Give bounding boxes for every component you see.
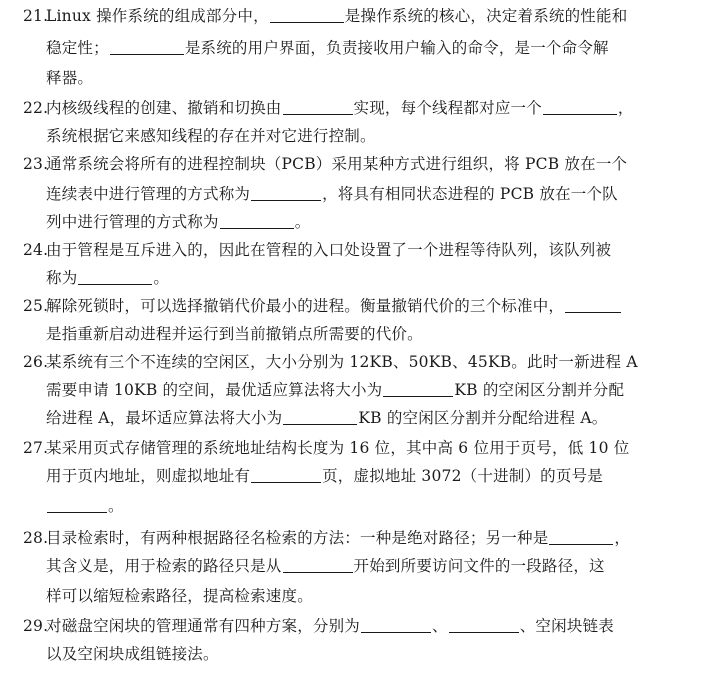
question-text: 某系统有三个不连续的空闲区，大小分别为 12KB、50KB、45KB。此时一新进程 A	[46, 353, 638, 371]
question-text: 页，虚拟地址 3072（十进制）的页号是	[322, 467, 603, 485]
question-text: ，	[617, 99, 634, 117]
question-text: 通常系统会将所有的进程控制块（PCB）采用某种方式进行组织，将 PCB 放在一个	[46, 155, 628, 173]
question-text: 样可以缩短检索路径，提高检索速度。	[46, 587, 313, 605]
question-text: 系统根据它来感知线程的存在并对它进行控制。	[46, 127, 376, 145]
question-text: 是系统的用户界面，负责接收用户输入的命令，是一个命令解	[184, 39, 609, 57]
question-text: Linux 操作系统的组成部分中，	[46, 7, 269, 25]
answer-blank[interactable]	[220, 213, 294, 229]
question-number: 22.	[23, 99, 49, 117]
answer-blank[interactable]	[47, 497, 107, 513]
answer-blank[interactable]	[251, 185, 321, 201]
question-text: KB 的空闲区分割并分配	[454, 381, 625, 399]
question-number: 29.	[23, 617, 49, 635]
question-text: 开始到所要访问文件的一段路径，这	[353, 557, 605, 575]
answer-blank[interactable]	[283, 557, 353, 573]
answer-blank[interactable]	[251, 467, 321, 483]
answer-blank[interactable]	[78, 269, 152, 285]
question-text: 。	[108, 497, 124, 515]
question-text: 实现，每个线程都对应一个	[353, 99, 542, 117]
question-text: 给进程 A，最坏适应算法将大小为	[46, 409, 283, 427]
question-number: 28.	[23, 529, 49, 547]
question-text: 某采用页式存储管理的系统地址结构长度为 16 位，其中高 6 位用于页号，低 10 位	[46, 439, 630, 457]
answer-blank[interactable]	[283, 409, 357, 425]
answer-blank[interactable]	[565, 297, 621, 313]
answer-blank[interactable]	[270, 7, 344, 23]
question-text: 目录检索时，有两种根据路径名检索的方法：一种是绝对路径；另一种是	[46, 529, 549, 547]
question-number: 24.	[23, 241, 49, 259]
question-text: 以及空闲块成组链接法。	[46, 645, 219, 663]
question-text: 对磁盘空闲块的管理通常有四种方案，分别为	[46, 617, 361, 635]
question-text: 连续表中进行管理的方式称为	[46, 185, 251, 203]
answer-blank[interactable]	[283, 99, 353, 115]
question-text: 。	[153, 269, 170, 287]
question-text: 稳定性；	[46, 39, 109, 57]
question-text: 、	[432, 617, 448, 635]
question-number: 21.	[23, 7, 49, 25]
question-text: 称为	[46, 269, 78, 287]
answer-blank[interactable]	[549, 529, 613, 545]
question-text: 是指重新启动进程并运行到当前撤销点所需要的代价。	[46, 325, 423, 343]
question-text: 其含义是，用于检索的路径只是从	[46, 557, 282, 575]
question-text: 由于管程是互斥进入的，因此在管程的入口处设置了一个进程等待队列，该队列被	[46, 241, 612, 259]
answer-blank[interactable]	[383, 381, 453, 397]
question-text: 需要申请 10KB 的空间，最优适应算法将大小为	[46, 381, 383, 399]
question-text: 内核级线程的创建、撤销和切换由	[46, 99, 282, 117]
answer-blank[interactable]	[361, 617, 431, 633]
question-text: 、空闲块链表	[519, 617, 614, 635]
question-text: 。	[294, 213, 311, 231]
question-text: 是操作系统的核心，决定着系统的性能和	[344, 7, 628, 25]
question-text: 用于页内地址，则虚拟地址有	[46, 467, 251, 485]
question-number: 25.	[23, 297, 49, 315]
answer-blank[interactable]	[449, 617, 519, 633]
question-text: ，	[614, 529, 631, 547]
question-text: ，将具有相同状态进程的 PCB 放在一个队	[322, 185, 618, 203]
answer-blank[interactable]	[110, 39, 184, 55]
question-number: 26.	[23, 353, 49, 371]
question-number: 23.	[23, 155, 49, 173]
question-text: 列中进行管理的方式称为	[46, 213, 219, 231]
question-text: 释器。	[46, 69, 94, 87]
question-text: KB 的空闲区分割并分配给进程 A。	[358, 409, 608, 427]
question-text: 解除死锁时，可以选择撤销代价最小的进程。衡量撤销代价的三个标准中，	[46, 297, 565, 315]
answer-blank[interactable]	[543, 99, 617, 115]
question-number: 27.	[23, 439, 49, 457]
